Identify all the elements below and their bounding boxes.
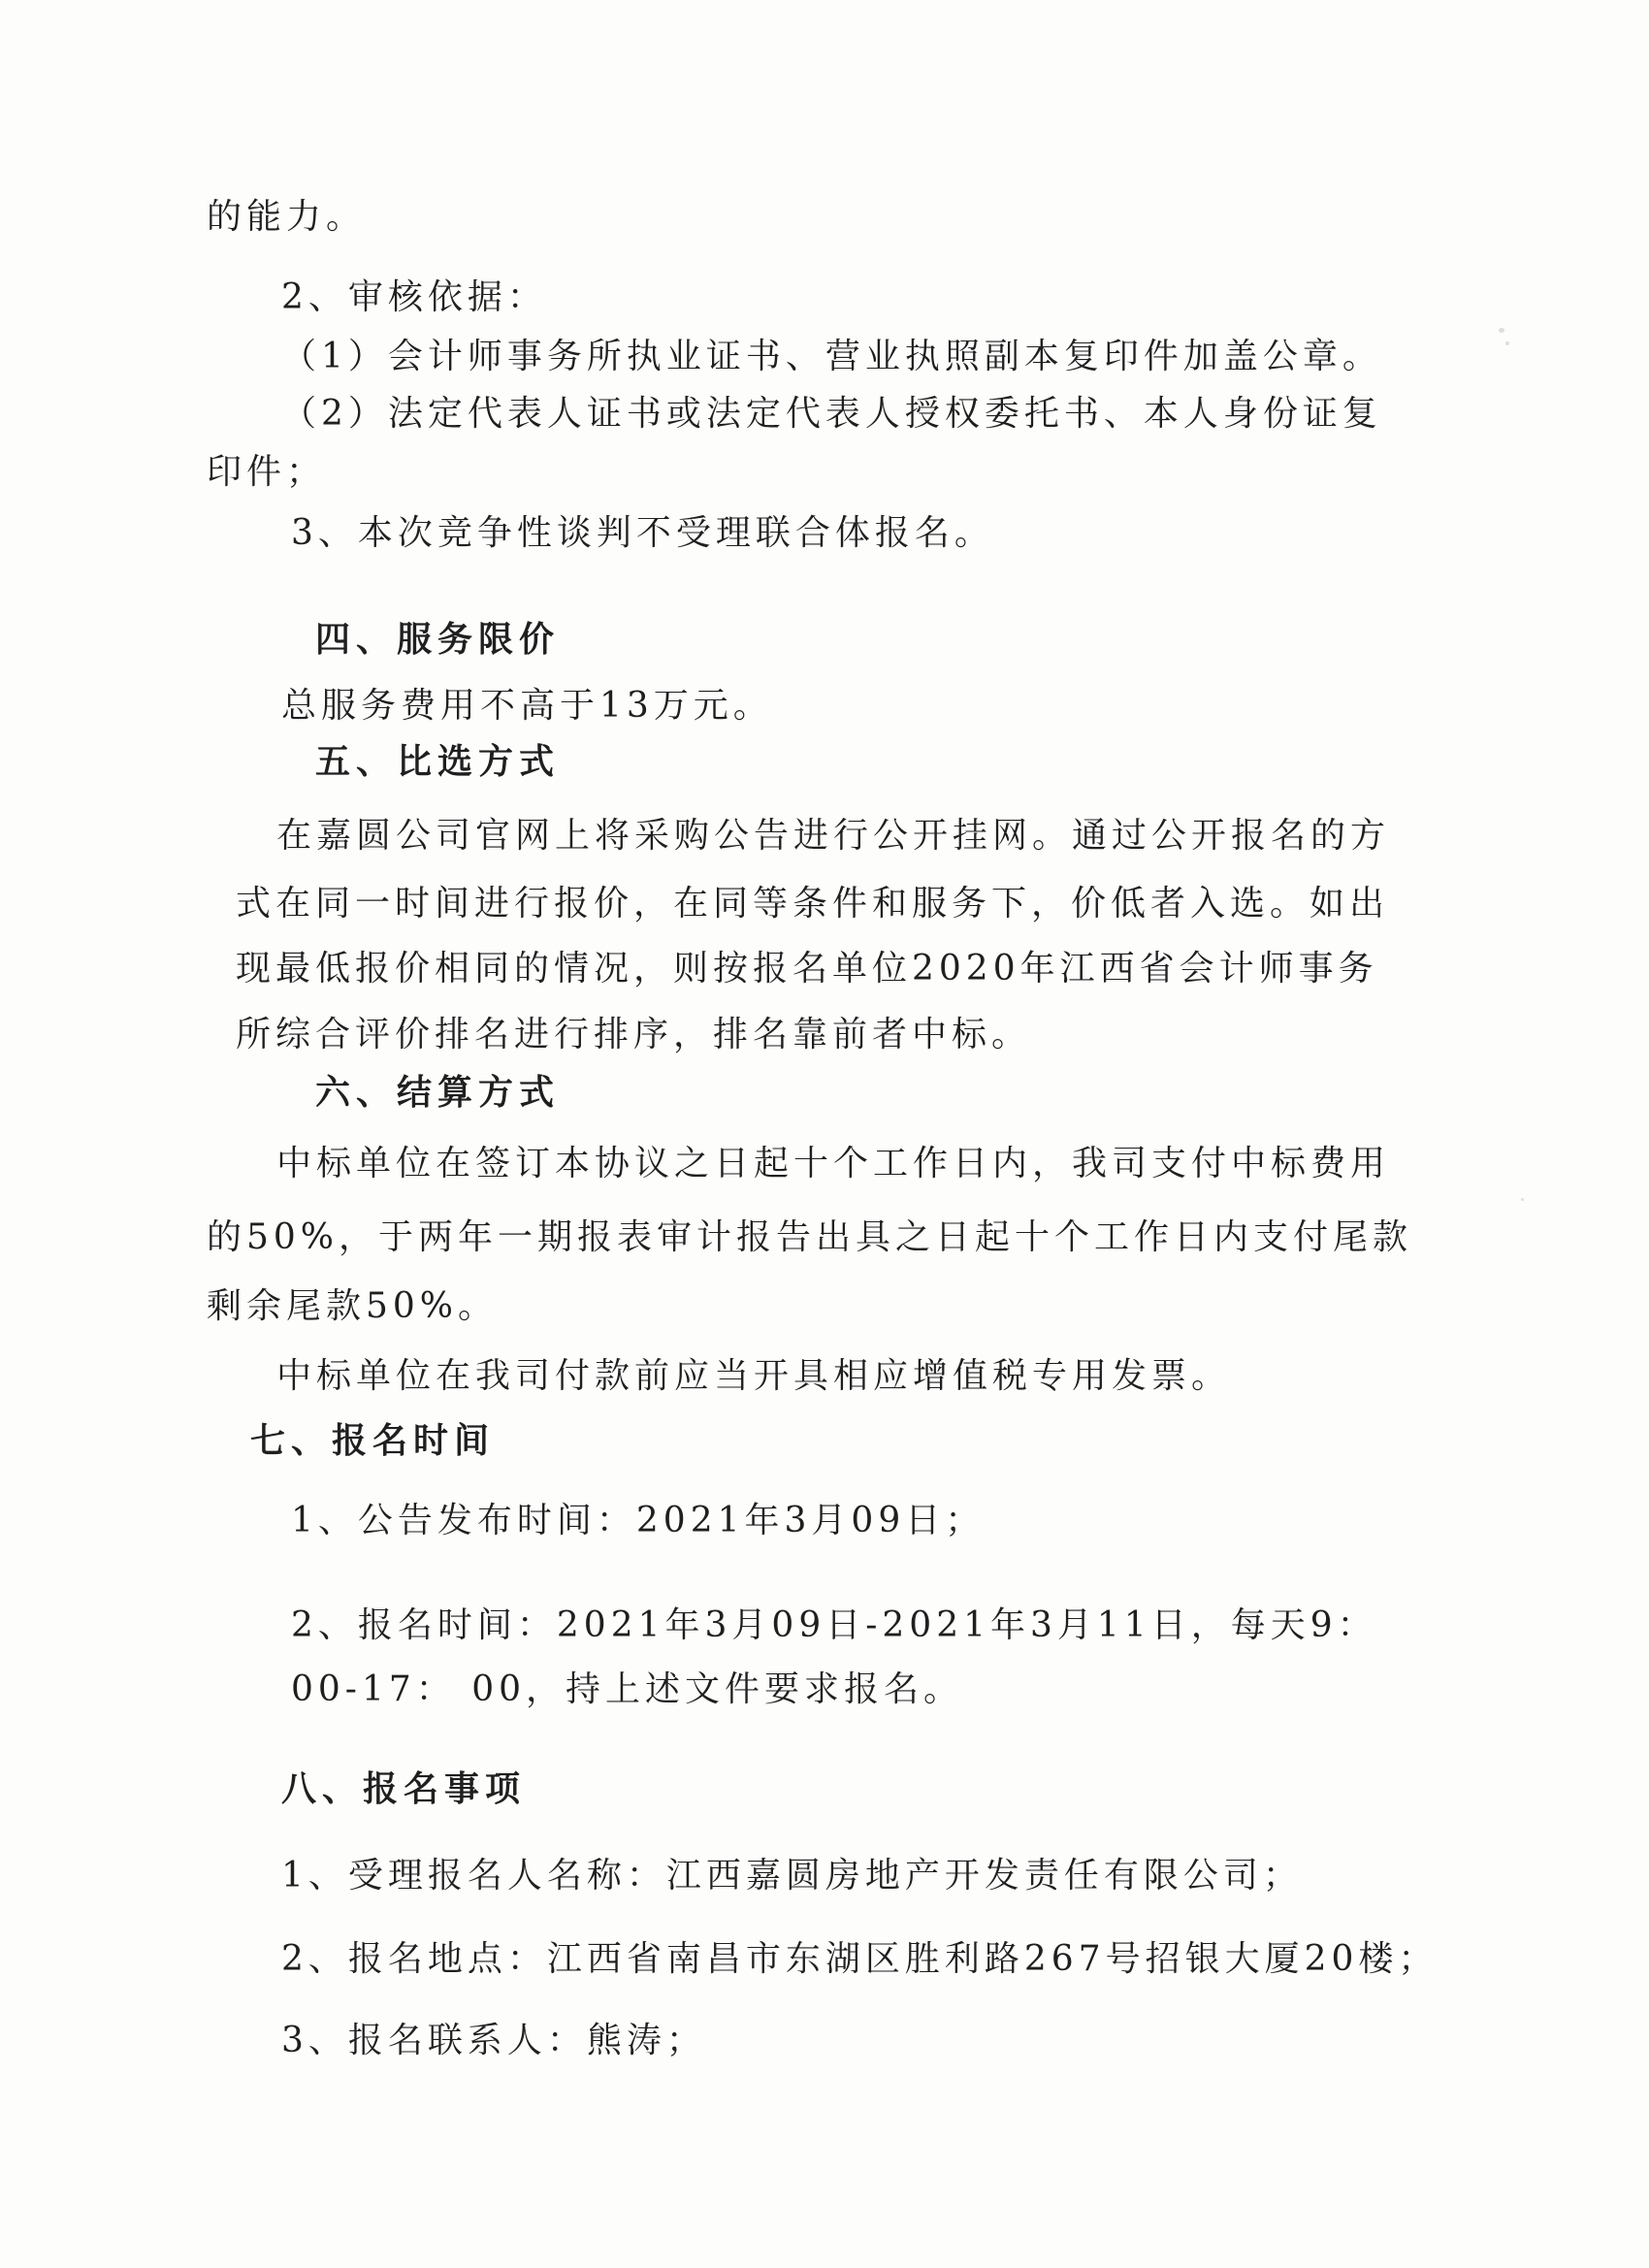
text-line: 剩余尾款50%。 [207,1286,499,1326]
text-line: 2、报名时间：2021年3月09日-2021年3月11日，每天9： [291,1605,1377,1645]
section-heading: 七、报名时间 [250,1421,496,1461]
text-line: 2、审核依据： [281,277,547,317]
scan-speck [1505,341,1509,345]
text-line: 3、报名联系人：熊涛； [281,2021,706,2060]
text-line: （2）法定代表人证书或法定代表人授权委托书、本人身份证复 [281,394,1382,434]
section-heading: 六、结算方式 [315,1073,561,1113]
text-line: 所综合评价排名进行排序，排名靠前者中标。 [236,1015,1032,1054]
text-line: （1）会计师事务所执业证书、营业执照副本复印件加盖公章。 [281,337,1382,376]
text-line: 2、报名地点：江西省南昌市东湖区胜利路267号招银大厦20楼； [281,1939,1439,1979]
section-heading: 八、报名事项 [281,1769,527,1809]
scan-speck [1521,1198,1524,1201]
text-line: 现最低报价相同的情况，则按报名单位2020年江西省会计师事务 [236,949,1378,988]
text-line: 1、公告发布时间：2021年3月09日； [291,1501,986,1540]
text-line: 的能力。 [207,197,367,237]
text-line: 1、受理报名人名称：江西嘉圆房地产开发责任有限公司； [281,1856,1303,1895]
text-line: 3、本次竞争性谈判不受理联合体报名。 [291,513,994,553]
text-line: 印件； [207,452,327,492]
text-line: 中标单位在签订本协议之日起十个工作日内，我司支付中标费用 [276,1144,1391,1183]
text-line: 式在同一时间进行报价，在同等条件和服务下，价低者入选。如出 [236,884,1390,923]
text-line: 在嘉圆公司官网上将采购公告进行公开挂网。通过公开报名的方 [276,816,1391,856]
section-heading: 五、比选方式 [315,742,561,782]
text-line: 中标单位在我司付款前应当开具相应增值税专用发票。 [276,1356,1232,1396]
text-line: 00-17： 00，持上述文件要求报名。 [291,1669,964,1709]
text-line: 总服务费用不高于13万元。 [281,686,773,726]
scan-speck [1499,328,1504,333]
text-line: 的50%，于两年一期报表审计报告出具之日起十个工作日内支付尾款 [207,1217,1413,1257]
section-heading: 四、服务限价 [315,620,561,660]
